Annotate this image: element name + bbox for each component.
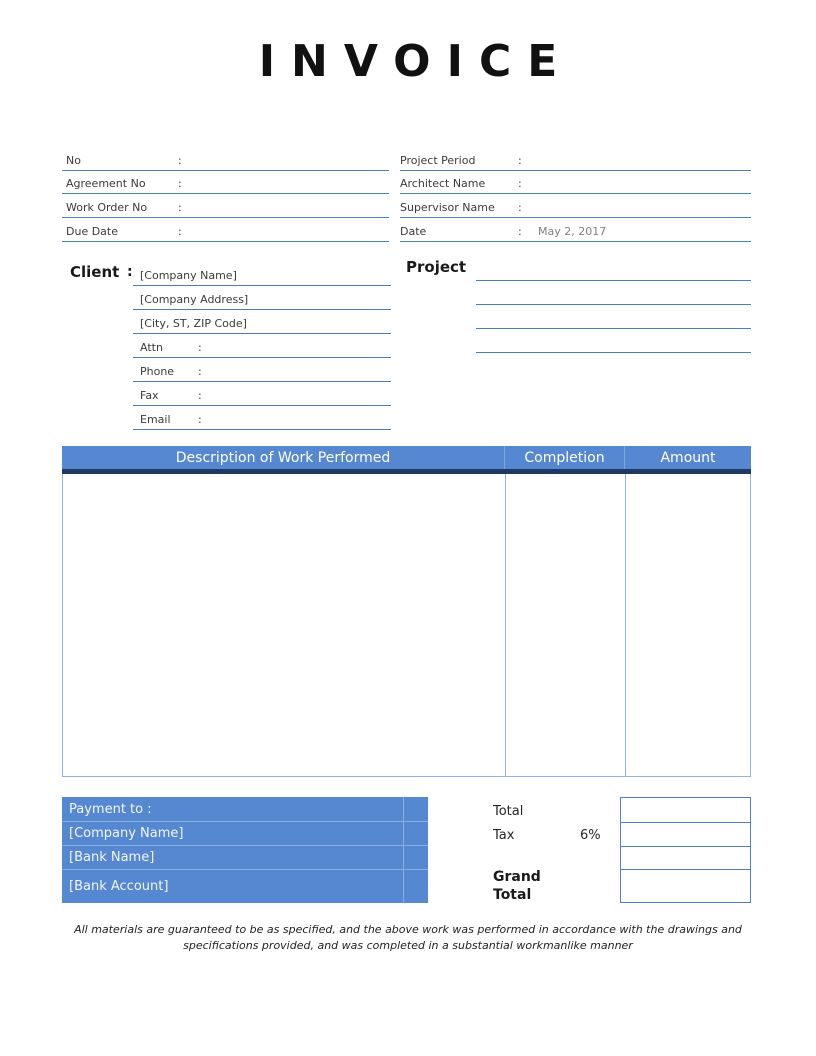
colon: : bbox=[198, 365, 202, 378]
totals-boxes bbox=[620, 797, 751, 903]
colon: : bbox=[518, 201, 522, 214]
grand-total-label: Grand Total bbox=[493, 869, 541, 903]
client-attn-label: Attn bbox=[140, 341, 163, 354]
tax-value-box[interactable] bbox=[621, 823, 750, 847]
field-architect-name[interactable] bbox=[400, 173, 751, 194]
field-agreement-no[interactable] bbox=[62, 173, 389, 194]
payment-company-name-row[interactable] bbox=[62, 822, 428, 846]
colon: : bbox=[178, 225, 182, 238]
payment-bank-account-row[interactable] bbox=[62, 870, 428, 903]
payment-bank-name-row[interactable] bbox=[62, 846, 428, 870]
field-due-date[interactable] bbox=[62, 221, 389, 242]
colon: : bbox=[198, 413, 202, 426]
project-line-2[interactable] bbox=[476, 283, 751, 305]
colon: : bbox=[178, 201, 182, 214]
work-table-header bbox=[62, 446, 751, 469]
colon: : bbox=[518, 154, 522, 167]
subtotal-value-box[interactable] bbox=[621, 847, 750, 870]
column-header-completion: Completion bbox=[505, 446, 625, 469]
field-no[interactable] bbox=[62, 150, 389, 171]
page-title: INVOICE bbox=[258, 36, 574, 87]
client-city-st-zip[interactable] bbox=[133, 314, 391, 334]
colon: : bbox=[198, 389, 202, 402]
client-company-address-label: [Company Address] bbox=[140, 293, 249, 306]
column-header-description: Description of Work Performed bbox=[62, 446, 505, 469]
field-due-date-label: Due Date bbox=[66, 225, 118, 238]
work-table-body[interactable] bbox=[62, 474, 751, 777]
client-attn[interactable] bbox=[133, 338, 391, 358]
client-company-name-label: [Company Name] bbox=[140, 269, 237, 282]
client-fax-label: Fax bbox=[140, 389, 159, 402]
colon: : bbox=[127, 264, 133, 280]
client-phone[interactable] bbox=[133, 362, 391, 382]
client-fax[interactable] bbox=[133, 386, 391, 406]
payment-box bbox=[62, 797, 428, 903]
field-date-label: Date bbox=[400, 225, 427, 238]
field-no-label: No bbox=[66, 154, 81, 167]
field-date[interactable] bbox=[400, 221, 751, 242]
payment-bank-name-label: [Bank Name] bbox=[69, 850, 155, 865]
client-heading: Client bbox=[70, 263, 120, 281]
client-company-name[interactable] bbox=[133, 266, 391, 286]
payment-to-label: Payment to : bbox=[69, 801, 152, 817]
column-header-amount: Amount bbox=[660, 449, 716, 466]
field-supervisor-name[interactable] bbox=[400, 197, 751, 218]
tax-label: Tax bbox=[493, 828, 515, 843]
client-email-label: Email bbox=[140, 413, 171, 426]
tax-rate[interactable]: 6% bbox=[580, 828, 601, 843]
field-supervisor-name-label: Supervisor Name bbox=[400, 201, 495, 214]
total-value-box[interactable] bbox=[621, 798, 750, 823]
project-line-3[interactable] bbox=[476, 307, 751, 329]
column-divider bbox=[505, 474, 506, 776]
grand-total-value-box[interactable] bbox=[621, 870, 750, 902]
column-divider bbox=[625, 474, 626, 776]
field-project-period-label: Project Period bbox=[400, 154, 476, 167]
work-table bbox=[62, 446, 751, 777]
payment-bank-account-label: [Bank Account] bbox=[69, 879, 169, 894]
field-architect-name-label: Architect Name bbox=[400, 177, 486, 190]
field-agreement-no-label: Agreement No bbox=[66, 177, 146, 190]
payment-to-row bbox=[62, 797, 428, 822]
project-line-1[interactable] bbox=[476, 259, 751, 281]
project-line-4[interactable] bbox=[476, 331, 751, 353]
client-city-st-zip-label: [City, ST, ZIP Code] bbox=[140, 317, 247, 330]
field-date-value: May 2, 2017 bbox=[538, 225, 607, 238]
colon: : bbox=[178, 154, 182, 167]
project-heading: Project bbox=[406, 258, 467, 276]
client-email[interactable] bbox=[133, 410, 391, 430]
field-project-period[interactable] bbox=[400, 150, 751, 171]
client-phone-label: Phone bbox=[140, 365, 175, 378]
guarantee-note: All materials are guaranteed to be as specified, and the above work was performed in accordance with the drawings and specifications provided, and was completed in a substantial workmanlike manner bbox=[74, 923, 742, 952]
colon: : bbox=[198, 341, 202, 354]
field-work-order-no-label: Work Order No bbox=[66, 201, 148, 214]
payment-company-name-label: [Company Name] bbox=[69, 826, 184, 841]
client-company-address[interactable] bbox=[133, 290, 391, 310]
total-label: Total bbox=[493, 804, 524, 819]
colon: : bbox=[178, 177, 182, 190]
colon: : bbox=[518, 225, 522, 238]
colon: : bbox=[518, 177, 522, 190]
field-work-order-no[interactable] bbox=[62, 197, 389, 218]
